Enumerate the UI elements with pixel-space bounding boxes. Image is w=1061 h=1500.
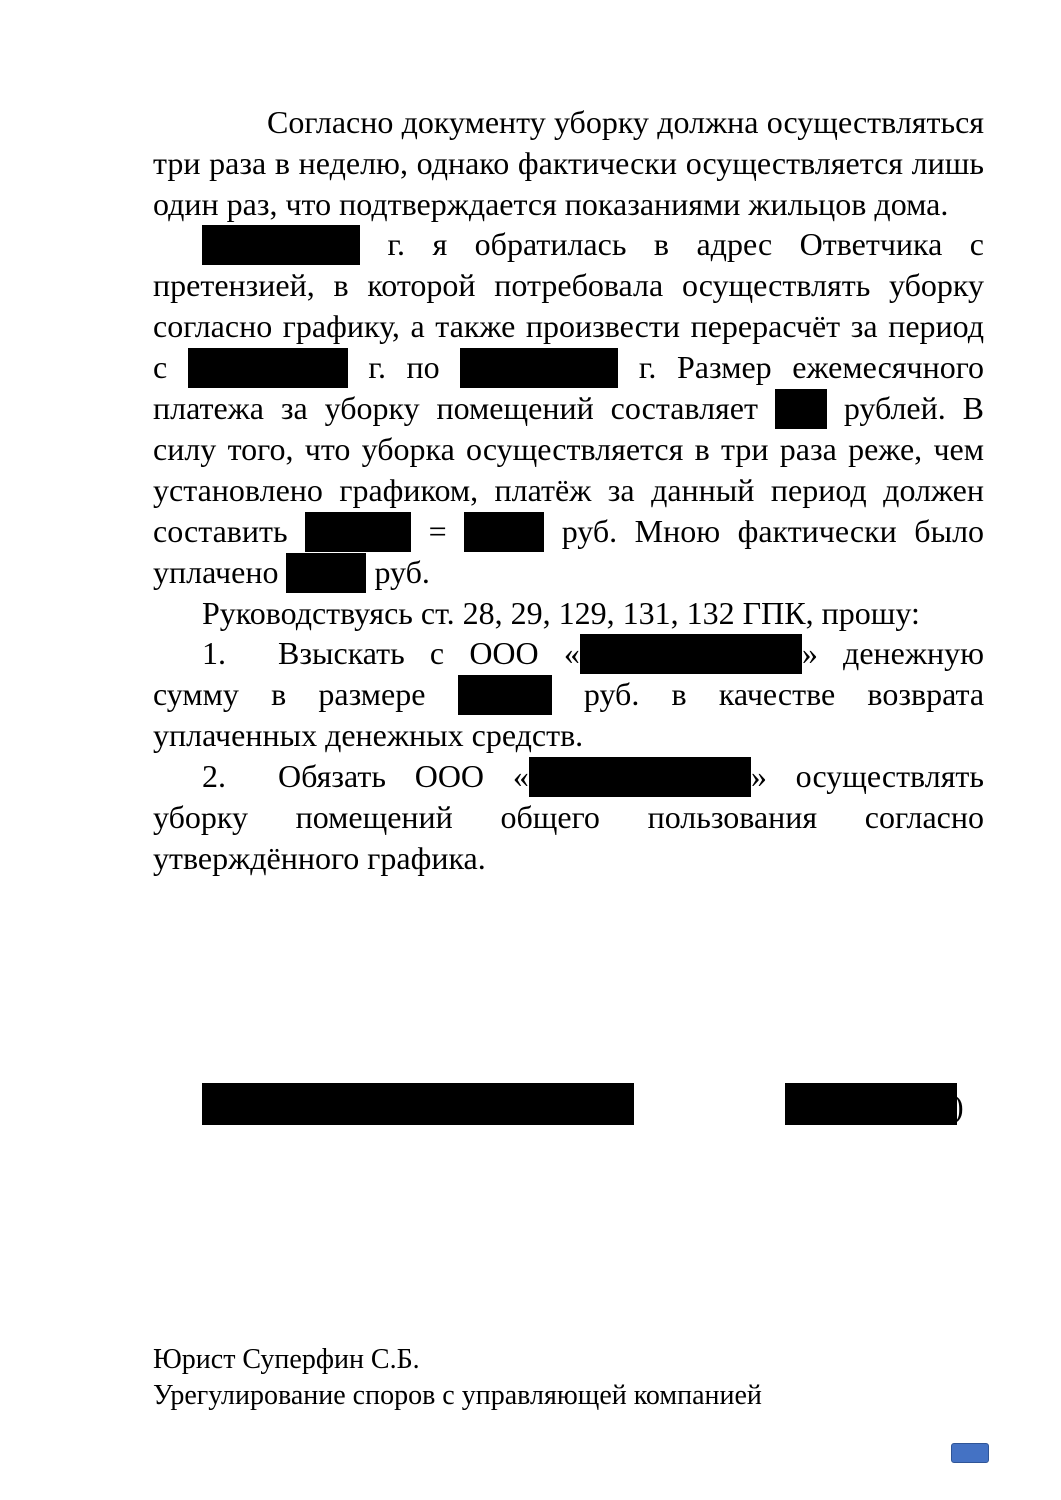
redacted-result [464,512,544,552]
claim-text-d: рублей. В силу того, что уборка осуществляется в три раза реже, чем установлено графиком, платёж за данный период должен составить [153,389,985,549]
redacted-monthly-amount [775,389,827,429]
item-number: 1. [202,635,226,672]
request-item-1 [153,633,984,756]
claim-text-a: г. я обратилась в адрес Ответчика с претензией, в которой потребовала осуществлять уборку согласно графику, а также произвести перерасчёт за период с [153,226,985,385]
redacted-period-start [188,348,348,388]
item2-text-b: » осуществлять уборку помещений общего пользования согласно утверждённого графика. [153,758,985,876]
redacted-company-name [580,634,802,674]
redacted-company-name [529,757,751,797]
item1-text-c: руб. в качестве возврата уплаченных денежных средств. [153,676,985,754]
claim-text-c: г. Размер ежемесячного платежа за уборку помещений составляет [153,348,985,426]
redacted-period-end [460,348,618,388]
corner-badge[interactable] [951,1443,989,1463]
redacted-refund-amount [458,675,552,715]
footer-service: Урегулирование споров с управляющей компанией [153,1380,762,1411]
redacted-calculation [305,512,411,552]
redacted-paid-amount [286,553,366,593]
request-text: Руководствуясь ст. 28, 29, 129, 131, 132 ГПК, прошу: [202,594,920,631]
item1-text-b: » денежную сумму в размере [153,635,984,713]
redacted-date [202,225,360,265]
paragraph-schedule [153,102,984,224]
redacted-signature [785,1083,957,1125]
document-body [153,102,984,879]
claim-text-b: г. по [368,348,440,385]
footer-author: Юрист Суперфин С.Б. [153,1344,420,1375]
paragraph-request [153,593,984,634]
item2-text-a: Обязать ООО « [278,758,529,795]
redacted-signature-name [202,1083,634,1125]
claim-text-f: руб. Мною фактически было уплачено [153,512,985,590]
footer [153,1342,762,1414]
item1-text-a: Взыскать с ООО « [278,635,580,672]
signature-closing-paren: ) [953,1088,964,1124]
paragraph-claim [153,224,984,592]
paragraph-schedule-text: Согласно документу уборку должна осуществляться три раза в неделю, однако фактически осуществляется лишь один раз, что подтверждается показаниями жильцов дома. [153,104,984,222]
claim-equals: = [428,512,447,549]
request-item-2 [153,756,984,879]
item-number: 2. [202,758,226,795]
claim-text-g: руб. [374,553,430,590]
